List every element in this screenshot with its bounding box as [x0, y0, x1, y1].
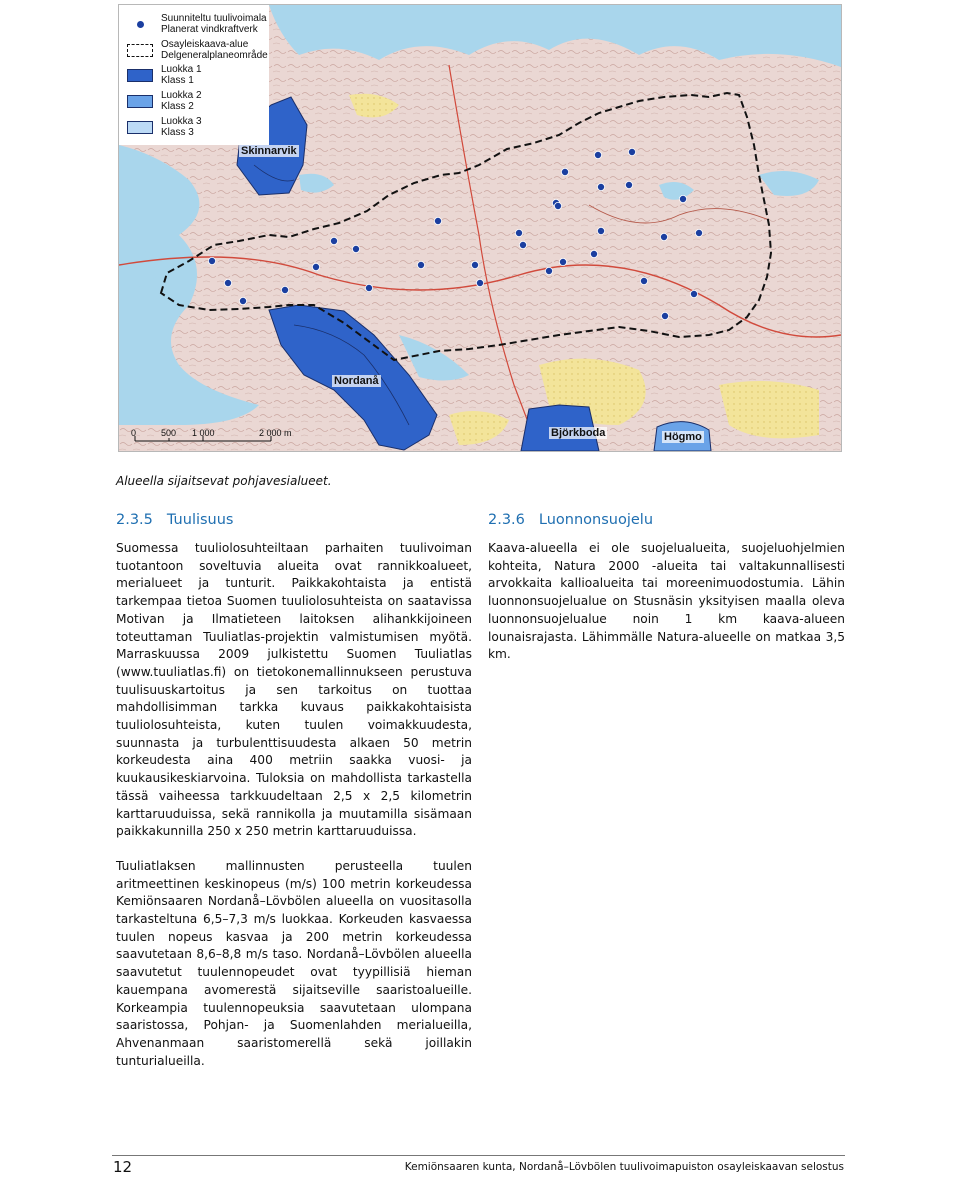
class3-swatch-icon	[127, 121, 153, 134]
map-caption: Alueella sijaitsevat pohjavesialueet.	[116, 474, 332, 488]
wind-paragraph-2: Tuuliatlaksen mallinnusten perusteella tuulen aritmeettinen keskinopeus (m/s) 100 metrin korkeudessa Kemiönsaaren Nordanå–Lövbölen alueella on vuositasolla tarkasteltuna 6,5–7,3 m/s luokkaa. Korkeuden kasvaessa tuulen nopeus kasvaa ja 200 metrin korkeudessa saavutetaan 8,6–8,8 m/s taso. Nordanå–Lövbölen alueella saavutetut tuulennopeudet ovat tyypillisiä hieman kauempana avomerestä sijaitseville saaristoalueille. Korkeampia tuulennopeuksia saavutetaan ulompana saaristossa, Pohjan- ja Suomenlahden merialueilla, Ahvenanmaan saaristomerellä sekä joillakin tunturialueilla.	[116, 858, 472, 1068]
turbine-icon	[679, 195, 686, 202]
place-bjorkboda: Björkboda	[551, 427, 606, 439]
turbine-icon	[597, 183, 604, 190]
legend-class1	[127, 64, 202, 86]
legend-class1-fi: Luokka 1	[161, 64, 202, 75]
scale-label-0: 0	[131, 428, 137, 438]
legend-turbine-fi: Suunniteltu tuulivoimala	[161, 13, 267, 24]
turbine-icon	[127, 18, 153, 31]
turbine-icon	[239, 297, 246, 304]
legend-class3	[127, 116, 202, 138]
legend-class3-sv: Klass 3	[161, 127, 194, 138]
scale-label-1000: 1 000	[192, 428, 215, 438]
heading-nature-title: Luonnonsuojelu	[538, 512, 654, 528]
turbine-icon	[208, 257, 215, 264]
turbine-icon	[590, 250, 597, 257]
turbine-icon	[594, 151, 601, 158]
turbine-icon	[559, 258, 566, 265]
turbine-icon	[417, 261, 424, 268]
place-hogmo: Högmo	[664, 431, 702, 443]
page-number: 12	[113, 1158, 133, 1176]
turbine-icon	[625, 181, 632, 188]
heading-wind-number: 2.3.5	[116, 512, 153, 528]
turbine-icon	[661, 312, 668, 319]
wind-column	[116, 540, 472, 1070]
scale-label-500: 500	[161, 428, 177, 438]
legend-class3-fi: Luokka 3	[161, 116, 202, 127]
turbine-icon	[695, 229, 702, 236]
nature-column	[488, 540, 845, 664]
turbine-icon	[312, 263, 319, 270]
turbine-icon	[660, 233, 667, 240]
heading-nature-number: 2.3.6	[488, 512, 525, 528]
dashed-boundary-icon	[127, 44, 153, 57]
footer-rule	[112, 1155, 845, 1156]
map-legend	[119, 5, 269, 145]
turbine-icon	[224, 279, 231, 286]
turbine-icon	[352, 245, 359, 252]
legend-plan-area-fi: Osayleiskaava-alue	[161, 39, 249, 50]
place-skinnarvik: Skinnarvik	[241, 145, 297, 157]
turbine-icon	[471, 261, 478, 268]
turbine-icon	[519, 241, 526, 248]
turbine-icon	[365, 284, 372, 291]
turbine-icon	[545, 267, 552, 274]
legend-class2	[127, 90, 202, 112]
legend-class1-sv: Klass 1	[161, 75, 194, 86]
legend-turbine-sv: Planerat vindkraftverk	[161, 24, 258, 35]
turbine-icon	[330, 237, 337, 244]
turbine-icon	[561, 168, 568, 175]
turbine-icon	[515, 229, 522, 236]
turbine-icon	[281, 286, 288, 293]
legend-plan-area	[127, 39, 268, 61]
class2-swatch-icon	[127, 95, 153, 108]
legend-class2-fi: Luokka 2	[161, 90, 202, 101]
legend-class2-sv: Klass 2	[161, 101, 194, 112]
turbine-icon	[434, 217, 441, 224]
heading-wind-title: Tuulisuus	[166, 512, 234, 528]
turbine-icon	[554, 202, 561, 209]
scale-label-2000: 2 000 m	[259, 428, 292, 438]
wind-paragraph-1: Suomessa tuuliolosuhteiltaan parhaiten tuulivoiman tuotantoon soveltuvia alueita ovat rannikkoalueet, merialueet ja tunturit. Paikkakohtaista ja entistä tarkempaa tietoa Suomen tuuliolosuhteista on saatavissa Motivan ja Ilmatieteen laitoksen alihankkijoineen toteuttaman Tuuliatlas-projektin valmistumisen myötä. Marraskuussa 2009 julkistettu Suomen Tuuliatlas (www.tuuliatlas.fi) on tietokonemallinnukseen perustuva tuulisuuskartoitus ja sen tarkoitus on tuottaa mahdollisimman tarkka kuvaus paikkakohtaisista tuuliolosuhteista, kuten tuulen voimakkuudesta, suunnasta ja turbulenttisuudesta alkaen 50 metrin korkeudesta aina 400 metriin saakka vuosi- ja kuukausikeskiarvoina. Tuloksia on mahdollista tarkastella tässä vaiheessa tarkkuudeltaan 2,5 x 2,5 kilometrin karttaruuduissa, sekä rannikolla ja muutamilla sisämaan paikkakunnilla 250 x 250 metrin karttaruuduissa.	[116, 541, 472, 839]
legend-plan-area-sv: Delgeneralplaneområde	[161, 50, 268, 61]
heading-wind	[116, 512, 234, 528]
turbine-icon	[476, 279, 483, 286]
turbine-icon	[628, 148, 635, 155]
turbine-icon	[640, 277, 647, 284]
place-nordana: Nordanå	[334, 375, 379, 387]
class1-swatch-icon	[127, 69, 153, 82]
heading-nature	[488, 512, 653, 528]
legend-turbine	[127, 13, 267, 35]
groundwater-map	[118, 4, 842, 452]
turbine-icon	[690, 290, 697, 297]
turbine-icon	[597, 227, 604, 234]
nature-paragraph-1: Kaava-alueella ei ole suojelualueita, suojeluohjelmien kohteita, Natura 2000 -alueita tai valtakunnallisesti arvokkaita kallioalueita tai moreenimuodostumia. Lähin luonnonsuojelualue on Stusnäsin yksityisen maalla oleva luonnonsuojelualue noin 1 km kaava-alueen lounaisrajasta. Lähimmälle Natura-alueelle on matkaa 3,5 km.	[488, 541, 845, 662]
footer-title: Kemiönsaaren kunta, Nordanå–Lövbölen tuulivoimapuiston osayleiskaavan selostus	[404, 1161, 844, 1173]
